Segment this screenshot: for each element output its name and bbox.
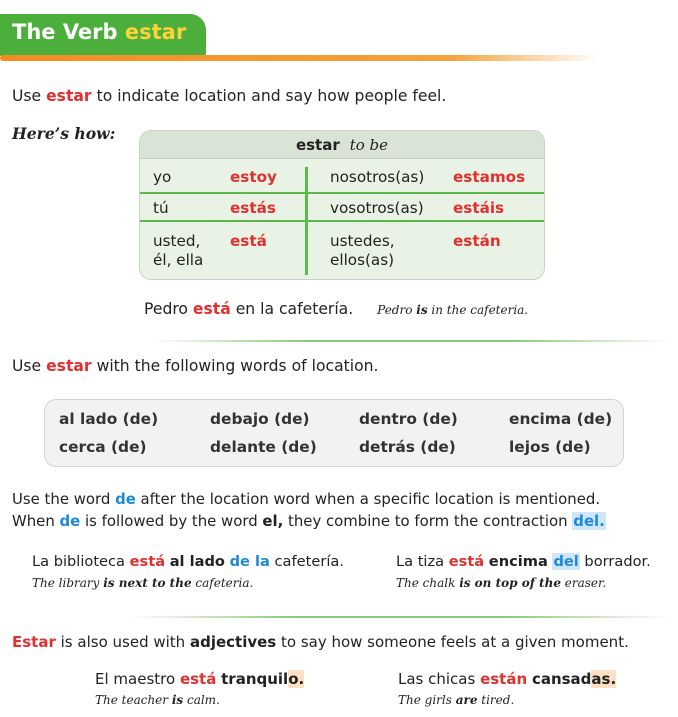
title-verb: estar [124,20,187,44]
example-sentence: La tiza está encima del borrador. [396,553,651,570]
section-title [0,14,206,56]
table-cell-subject: tú [153,199,169,217]
section-divider [150,340,670,342]
location-word: cerca (de) [59,438,147,456]
location-intro-text: Use estar with the following words of location. [12,357,379,375]
section-divider [130,616,670,618]
heres-how-label: Here’s how: [12,124,116,143]
location-word: debajo (de) [210,410,310,428]
example-translation: The teacher is calm. [95,693,220,707]
table-cell-subject: vosotros(as) [330,199,424,217]
example-sentence: Las chicas están cansadas. [398,670,617,688]
intro-text: Use estar to indicate location and say how people feel. [12,87,447,105]
table-cell-form: están [453,232,501,250]
adjective-intro-text: Estar is also used with adjectives to say how someone feels at a given moment. [12,633,629,651]
conjugation-table-header: estar to be [140,131,544,159]
table-row-divider [140,220,545,222]
conjugation-table [139,130,545,280]
title-underline [0,55,600,61]
example-sentence: Pedro está en la cafetería. Pedro is in the cafeteria. [144,300,529,318]
example-translation: The chalk is on top of the eraser. [396,576,607,590]
de-rule-line-1: Use the word de after the location word when a specific location is mentioned. [12,490,601,508]
location-word: encima (de) [509,410,613,428]
table-cell-form: estáis [453,199,505,217]
de-rule-line-2: When de is followed by the word el, they combine to form the contraction del. [12,512,605,530]
location-word: detrás (de) [359,438,456,456]
example-translation: The library is next to the cafeteria. [32,576,254,590]
location-word: lejos (de) [509,438,591,456]
location-words-box [44,399,624,467]
example-translation: The girls are tired. [398,693,515,707]
table-cell-form: está [230,232,267,250]
table-cell-form: estoy [230,168,277,186]
table-row-divider [140,192,545,194]
location-word: al lado (de) [59,410,159,428]
title-prefix: The Verb [12,20,118,44]
location-word: dentro (de) [359,410,458,428]
table-cell-subject: ustedes, ellos(as) [330,232,395,269]
location-word: delante (de) [210,438,317,456]
example-translation: Pedro is in the cafeteria. [377,303,529,317]
example-sentence: La biblioteca está al lado de la cafetería. [32,553,344,570]
example-sentence: El maestro está tranquilo. [95,670,305,688]
table-cell-subject: nosotros(as) [330,168,425,186]
table-cell-subject: yo [153,168,172,186]
table-cell-subject: usted, él, ella [153,232,204,269]
table-cell-form: estás [230,199,276,217]
table-cell-form: estamos [453,168,526,186]
